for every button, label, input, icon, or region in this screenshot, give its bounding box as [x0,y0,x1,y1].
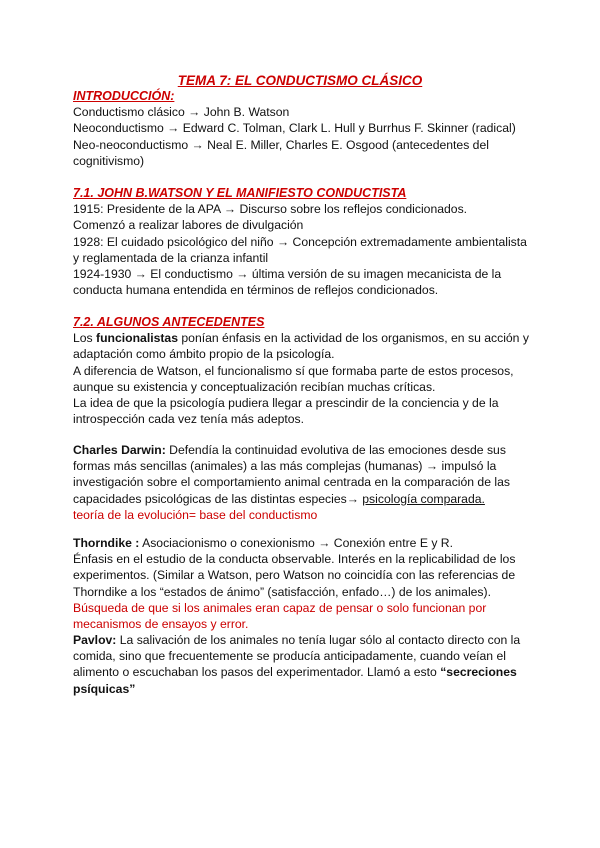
text-line: 1924-1930 → El conductismo → última versión de su imagen mecanicista de la [73,267,502,282]
text-fragment: La salivación de los animales no tenía lugar sólo al contacto directo con la [116,633,521,647]
page-title: TEMA 7: EL CONDUCTISMO CLÁSICO [177,73,423,88]
text-fragment: capacidades psicológicas de las distintas especies→ [73,491,363,506]
text-line [73,442,533,458]
text-line: 1915: Presidente de la APA → Discurso sobre los reflejos condicionados. [73,202,468,217]
name-darwin: Charles Darwin: [73,443,166,457]
text-line: La idea de que la psicología pudiera llegar a prescindir de la conciencia y de la [73,396,499,411]
text-fragment: Defendía la continuidad evolutiva de las emociones desde sus [165,443,506,457]
paragraph-pavlov [73,632,533,697]
text-line: Neo-neoconductismo → Neal E. Miller, Charles E. Osgood (antecedentes del [73,137,489,152]
section-7-1 [73,185,533,298]
text-line: investigación sobre el comportamiento animal centrada en la comparación de las [73,475,510,490]
text-line [73,664,533,680]
text-fragment: ponían énfasis en la actividad de los organismos, en su acción y [178,331,529,346]
term-psiquicas: psíquicas” [73,681,136,696]
text-line: cognitivismo) [73,153,145,168]
text-line: Comenzó a realizar labores de divulgación [73,218,304,233]
section-introduccion [73,88,533,169]
text-line: Conductismo clásico → John B. Watson [73,105,290,120]
highlight-line: mecanismos de ensayos y error. [73,617,249,632]
term-secreciones: “secreciones [440,665,517,680]
text-fragment: alimento o escuchaban los pasos del experimentador. Llamó a esto [73,665,441,680]
paragraph-thorndike [73,535,533,632]
psicologia-comparada-link[interactable]: psicología comparada. [362,491,485,506]
text-line: experimentos. (Similar a Watson, pero Watson no coincidía con las referencias de [73,568,516,583]
text-fragment: Asociacionismo o conexionismo → Conexión entre E y R. [139,536,453,550]
text-line [73,491,533,507]
paragraph-darwin [73,442,533,523]
text-line: comida, sino que frecuentemente se producía anticipadamente, cuando veían el [73,649,506,664]
text-line: adaptación como ámbito propio de la psicología. [73,347,335,362]
text-line [73,632,533,648]
text-line: 1928: El cuidado psicológico del niño → Concepción extremadamente ambientalista [73,234,527,249]
highlight-line: teoría de la evolución= base del conductismo [73,507,318,522]
text-line: Neoconductismo → Edward C. Tolman, Clark L. Hull y Burrhus F. Skinner (radical) [73,121,516,136]
text-line: introspección cada vez tenía más adeptos. [73,412,305,427]
text-line: conducta humana entendida en términos de reflejos condicionados. [73,283,439,298]
text-line [73,681,533,697]
text-line: y reglamentada de la crianza infantil [73,250,269,265]
section-7-2 [73,314,533,427]
heading-introduccion: INTRODUCCIÓN: [73,89,175,103]
text-fragment: Los [73,331,97,346]
text-line: formas más sencillas (animales) a las más complejas (humanas) → impulsó la [73,459,497,474]
text-line [73,330,533,346]
heading-7-1: 7.1. JOHN B.WATSON Y EL MANIFIESTO CONDUCTISTA [73,186,407,200]
text-line: Thorndike a los “estados de ánimo” (satisfacción, enfado…) de los animales). [73,584,491,599]
text-line: Énfasis en el estudio de la conducta observable. Interés en la replicabilidad de los [73,552,516,567]
term-funcionalistas: funcionalistas [96,331,178,346]
heading-7-2: 7.2. ALGUNOS ANTECEDENTES [73,315,265,329]
name-thorndike: Thorndike : [73,536,140,550]
highlight-line: Búsqueda de que si los animales eran capaz de pensar o solo funcionan por [73,600,487,615]
text-line: A diferencia de Watson, el funcionalismo sí que formaba parte de estos procesos, [73,363,514,378]
name-pavlov: Pavlov: [73,633,117,647]
text-line [73,535,533,551]
text-line: aunque su existencia y conceptualización recibían muchas críticas. [73,379,436,394]
